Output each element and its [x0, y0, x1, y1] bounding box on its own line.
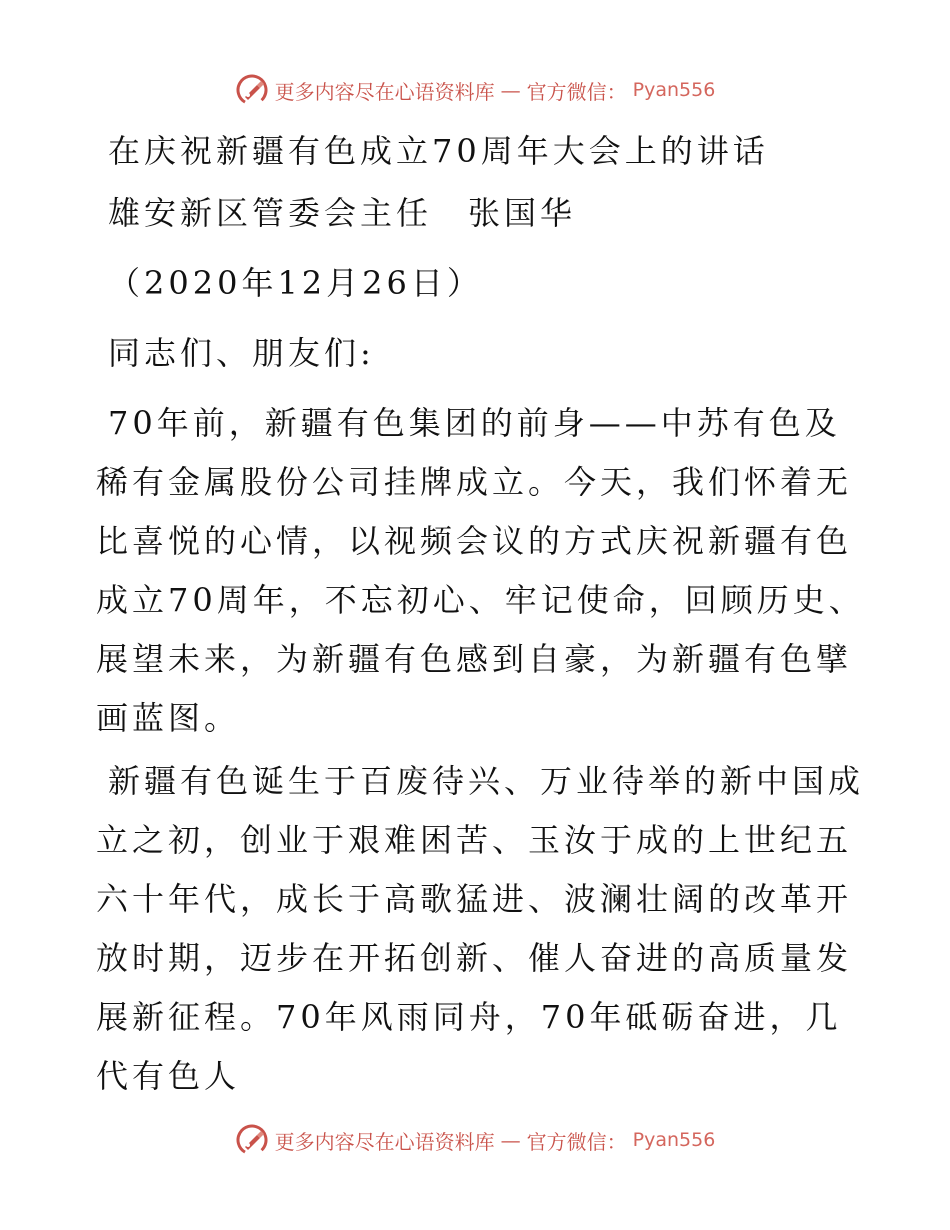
paragraph: 70年前，新疆有色集团的前身——中苏有色及稀有金属股份公司挂牌成立。今天，我们怀着无比喜悦的心情，以视频会议的方式庆祝新疆有色成立70周年，不忘初心、牢记使命，回顾历史、展望未来，为新疆有色感到自豪，为新疆有色擘画蓝图。 [96, 404, 865, 737]
pen-nib-logo-icon [235, 1123, 269, 1157]
watermark-wechat-id: Pyan556 [632, 79, 716, 101]
document-body [96, 120, 866, 1106]
speech-author: 雄安新区管委会主任 张国华 [108, 194, 577, 232]
watermark-separator: — [500, 1128, 521, 1152]
speech-greeting: 同志们、朋友们: [108, 334, 375, 372]
pen-nib-logo-icon [235, 73, 269, 107]
watermark-text: 更多内容尽在心语资料库 [274, 1129, 495, 1154]
watermark-official-label: 官方微信： [526, 1129, 627, 1154]
watermark-separator: — [500, 78, 521, 102]
speech-date: （2020年12月26日） [108, 264, 483, 302]
header-watermark [0, 70, 950, 110]
watermark-text: 更多内容尽在心语资料库 [274, 79, 495, 104]
watermark-wechat-id: Pyan556 [632, 1129, 716, 1151]
watermark-official-label: 官方微信： [526, 79, 627, 104]
paragraph: 新疆有色诞生于百废待兴、万业待举的新中国成立之初，创业于艰难困苦、玉汝于成的上世纪五六十年代，成长于高歌猛进、波澜壮阔的改革开放时期，迈步在开拓创新、催人奋进的高质量发展新征程。70年风雨同舟，70年砥砺奋进，几代有色人 [96, 762, 865, 1095]
speech-title: 在庆祝新疆有色成立70周年大会上的讲话 [108, 132, 769, 170]
footer-watermark [0, 1120, 950, 1160]
